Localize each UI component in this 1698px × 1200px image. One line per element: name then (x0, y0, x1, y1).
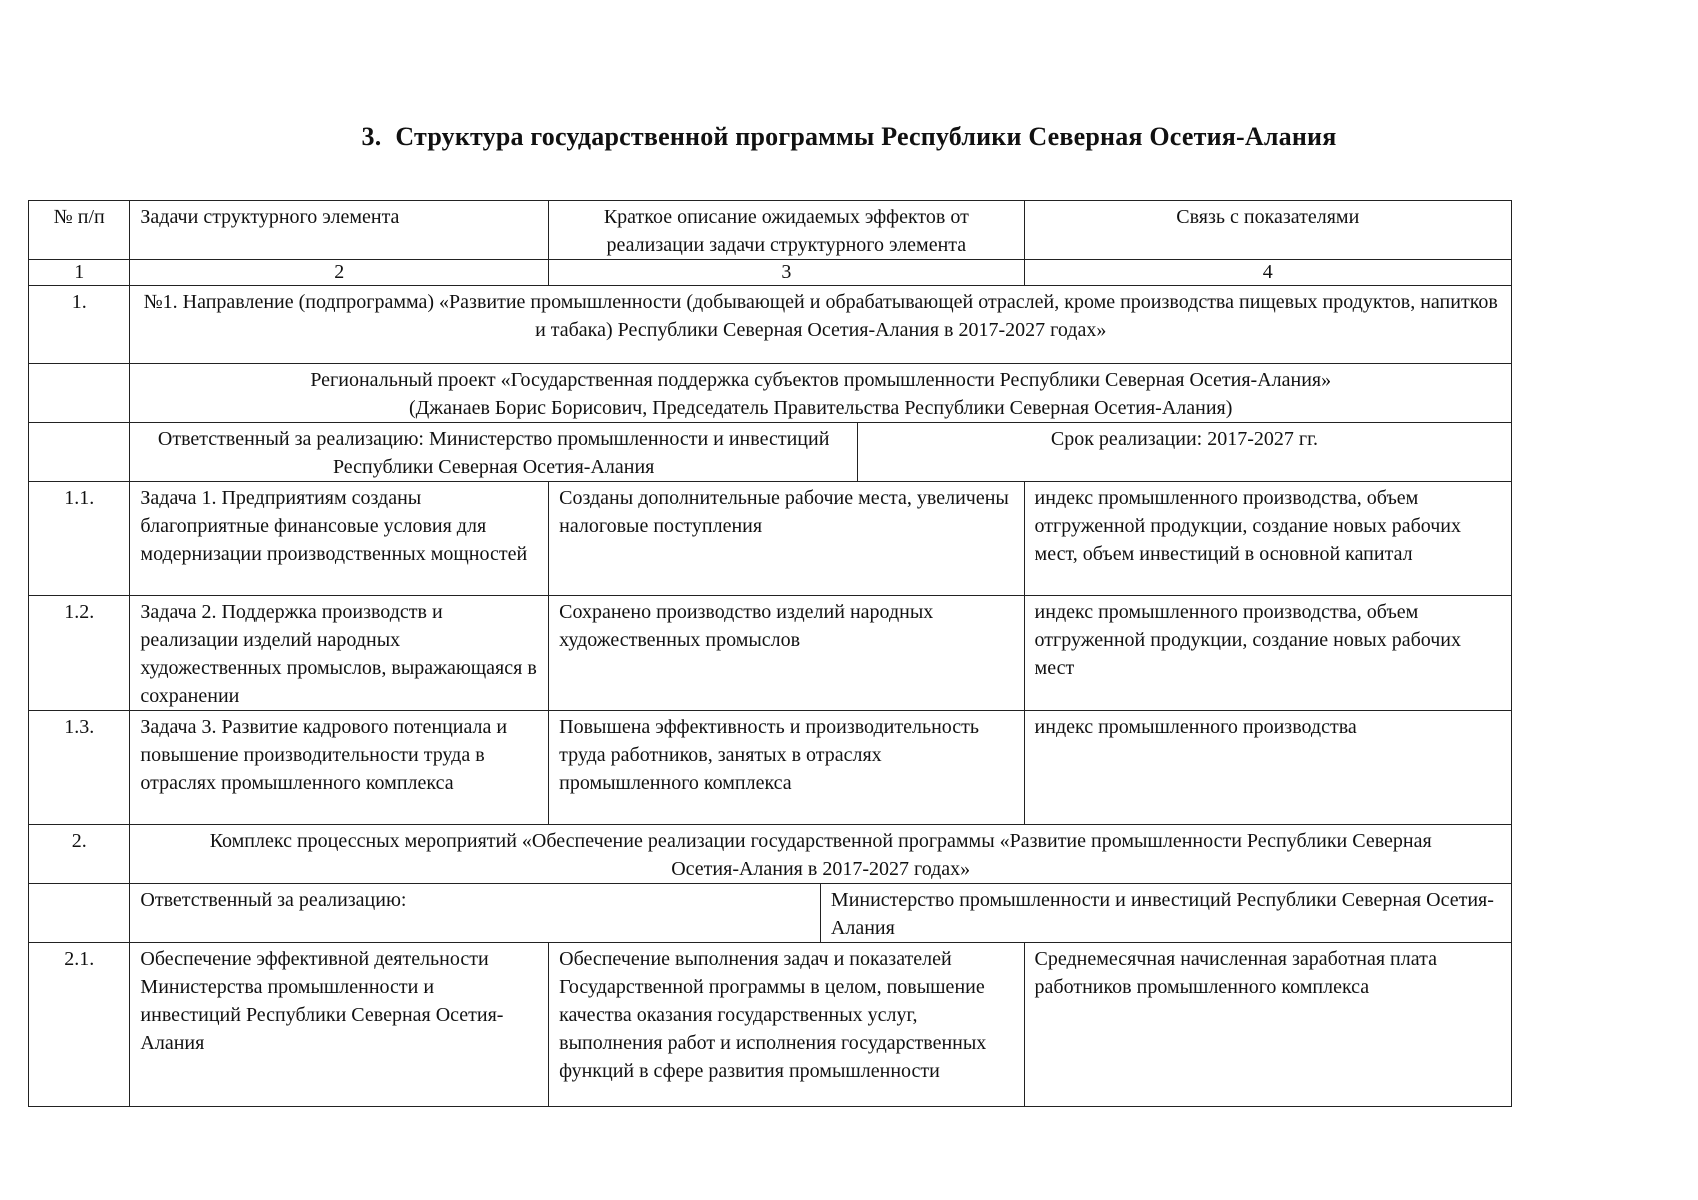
regional-project (130, 364, 1512, 423)
effect-cell: Повышена эффективность и производительность труда работников, занятых в отраслях промышленного комплекса (549, 711, 1024, 825)
responsible-inner (130, 884, 1511, 942)
responsible-body: Ответственный за реализацию: Министерство промышленности и инвестиций Республики Северная Осетия-Алания (130, 423, 857, 481)
indicators-cell: индекс промышленного производства, объем отгруженной продукции, создание новых рабочих мест (1024, 596, 1511, 711)
row-number: 1.3. (29, 711, 130, 825)
column-number-row (29, 260, 1512, 286)
indicators-cell: индекс промышленного производства, объем отгруженной продукции, создание новых рабочих мест, объем инвестиций в основной капитал (1024, 482, 1511, 596)
section-title: №1. Направление (подпрограмма) «Развитие промышленности (добывающей и обрабатывающей отраслей, кроме производства пищевых продуктов, напитков и табака) Республики Северная Осетия-Алания в 2017-2027 годах» (130, 286, 1512, 364)
section-number: 1. (29, 286, 130, 364)
task-cell: Обеспечение эффективной деятельности Министерства промышленности и инвестиций Республики Северная Осетия-Алания (130, 943, 549, 1107)
empty-cell (29, 364, 130, 423)
responsible-split-cell (130, 423, 1512, 482)
row-number: 2.1. (29, 943, 130, 1107)
section-number: 3. (361, 122, 382, 151)
header-task: Задачи структурного элемента (130, 201, 549, 260)
project-row (29, 364, 1512, 423)
indicators-cell: Среднемесячная начисленная заработная плата работников промышленного комплекса (1024, 943, 1511, 1107)
section-row (29, 825, 1512, 884)
row-number: 1.2. (29, 596, 130, 711)
header-num: № п/п (29, 201, 130, 260)
responsible-row (29, 884, 1512, 943)
effect-cell: Обеспечение выполнения задач и показателей Государственной программы в целом, повышение качества оказания государственных услуг, выполнения работ и исполнения государственных функций в сфере развития промышленности (549, 943, 1024, 1107)
responsible-row (29, 423, 1512, 482)
row-number: 1.1. (29, 482, 130, 596)
responsible-split-cell (130, 884, 1512, 943)
task-cell: Задача 1. Предприятиям созданы благоприятные финансовые условия для модернизации производственных мощностей (130, 482, 549, 596)
term: Срок реализации: 2017-2027 гг. (1050, 428, 1319, 450)
table-row (29, 711, 1512, 825)
empty-cell (29, 423, 130, 482)
responsible-value: Министерство промышленности и инвестиций Республики Северная Осетия-Алания (830, 889, 1494, 939)
responsible-inner (130, 423, 1511, 481)
indicators-cell: индекс промышленного производства (1024, 711, 1511, 825)
project-title: Региональный проект «Государственная поддержка субъектов промышленности Республики Северная Осетия-Алания» (310, 369, 1332, 391)
empty-cell (29, 884, 130, 943)
column-number: 4 (1024, 260, 1511, 286)
table-row (29, 596, 1512, 711)
column-number: 1 (29, 260, 130, 286)
task-cell: Задача 2. Поддержка производств и реализации изделий народных художественных промыслов, выражающаяся в сохранении (130, 596, 549, 711)
task-cell: Задача 3. Развитие кадрового потенциала и повышение производительности труда в отраслях промышленного комплекса (130, 711, 549, 825)
section-number: 2. (29, 825, 130, 884)
title-text: Структура государственной программы Республики Северная Осетия-Алания (395, 122, 1337, 151)
responsible-label: Ответственный за реализацию: (130, 884, 820, 942)
header-indicators: Связь с показателями (1024, 201, 1511, 260)
column-number: 2 (130, 260, 549, 286)
column-number: 3 (549, 260, 1024, 286)
program-structure-table (28, 200, 1512, 1107)
effect-cell: Созданы дополнительные рабочие места, увеличены налоговые поступления (549, 482, 1024, 596)
section-title: Комплекс процессных мероприятий «Обеспечение реализации государственной программы «Развитие промышленности Республики Северная Осетия-Алания в 2017-2027 годах» (130, 825, 1512, 884)
table-row (29, 482, 1512, 596)
section-row (29, 286, 1512, 364)
project-lead: (Джанаев Борис Борисович, Председатель Правительства Республики Северная Осетия-Алания) (409, 397, 1233, 419)
effect-cell: Сохранено производство изделий народных художественных промыслов (549, 596, 1024, 711)
table-row (29, 943, 1512, 1107)
header-row (29, 201, 1512, 260)
page-title (0, 122, 1698, 152)
header-effect: Краткое описание ожидаемых эффектов от реализации задачи структурного элемента (549, 201, 1024, 260)
